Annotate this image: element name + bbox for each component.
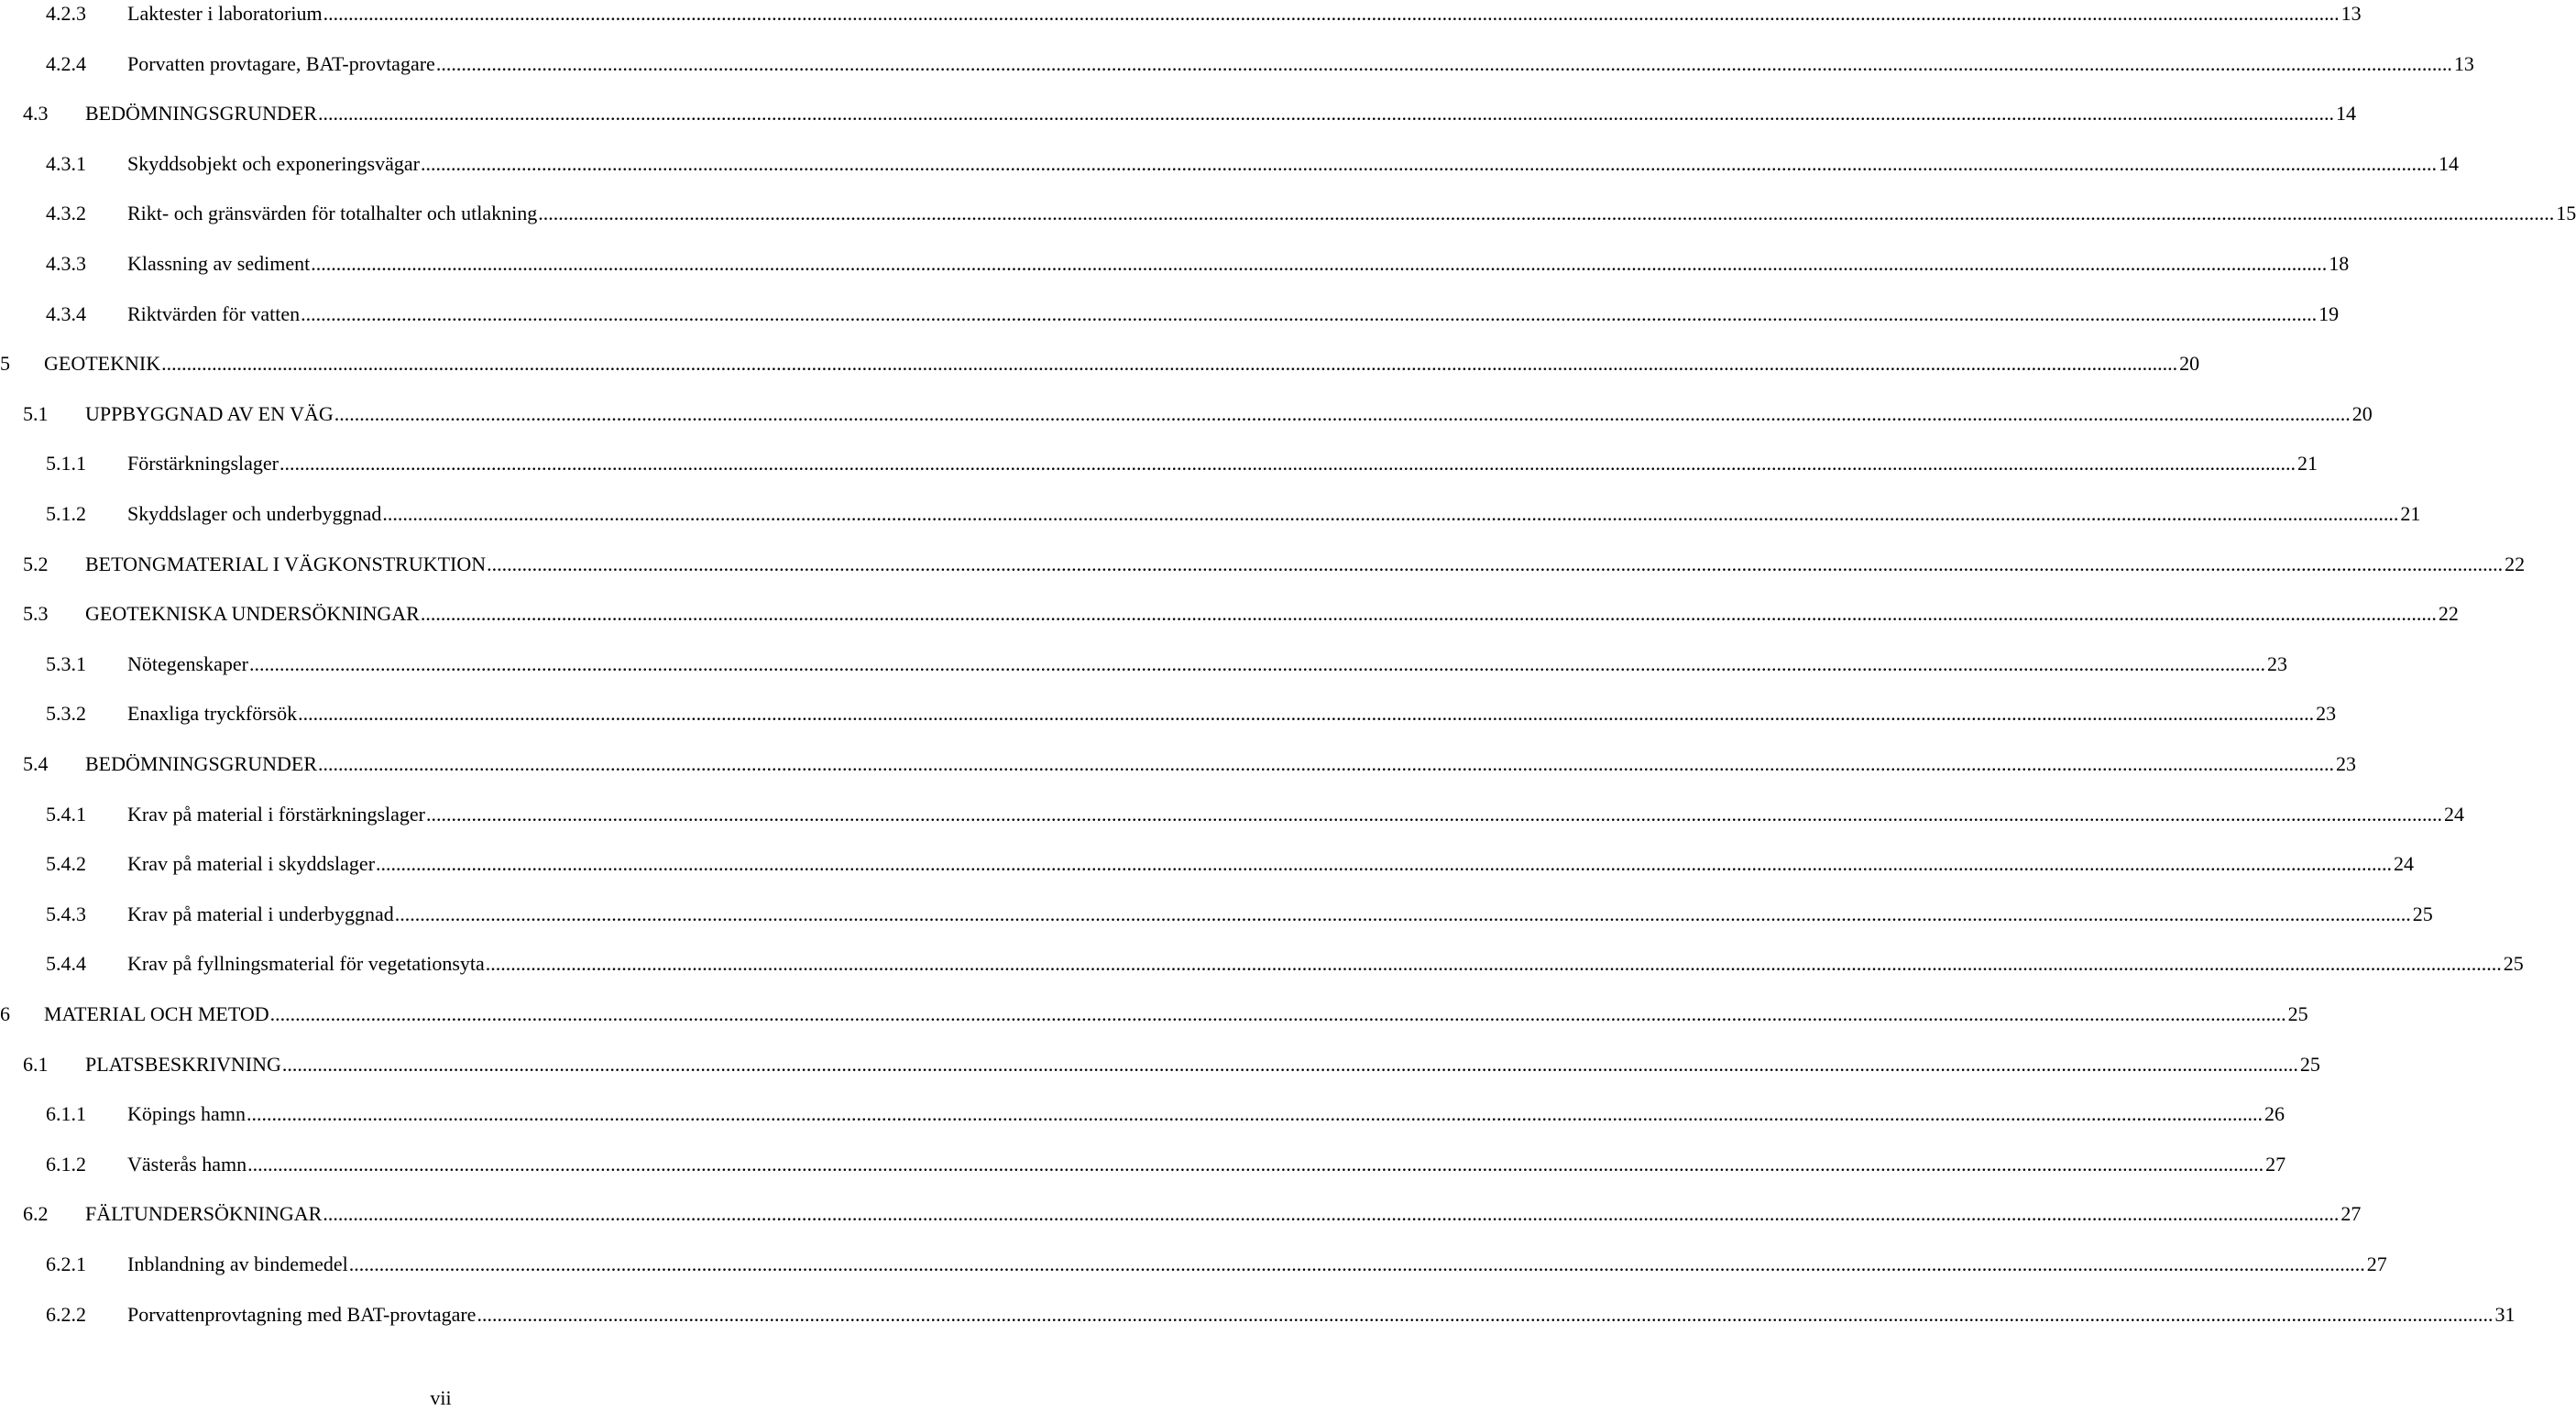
toc-entry-title: Krav på material i förstärkningslager (127, 802, 425, 826)
toc-entry[interactable] (0, 350, 2200, 377)
toc-entry-page: 14 (2336, 102, 2357, 126)
toc-entry-title: BEDÖMNINGSGRUNDER (85, 752, 318, 775)
toc-entry-page: 25 (2299, 1052, 2320, 1076)
toc-dot-leader: ................................................................................................................................................................................................................................................................................................................................................................................................................ (420, 151, 2437, 175)
toc-entry-title: GEOTEKNISKA UNDERSÖKNINGAR (85, 602, 420, 626)
toc-entry-title: Riktvärden för vatten (127, 301, 301, 325)
toc-entry-number: 4.2.3 (46, 2, 86, 25)
toc-entry-number: 4.3.1 (46, 151, 86, 175)
toc-entry[interactable] (0, 801, 2464, 828)
toc-entry-page: 27 (2265, 1152, 2286, 1176)
toc-entry-title: Klassning av sediment (127, 252, 311, 275)
toc-entry-number: 5.3 (23, 602, 49, 626)
toc-entry-page: 19 (2318, 301, 2340, 325)
toc-entry-title: Porvatten provtagare, BAT-provtagare (127, 51, 435, 75)
toc-entry[interactable] (0, 250, 2350, 278)
toc-entry[interactable] (0, 651, 2287, 678)
toc-dot-leader: ................................................................................................................................................................................................................................................................................................................................................................................................................ (334, 401, 2351, 425)
toc-entry[interactable] (0, 1151, 2286, 1178)
toc-entry-title: Förstärkningslager (127, 452, 279, 476)
toc-entry-number: 6.2.1 (46, 1252, 86, 1275)
toc-entry-page: 21 (2296, 452, 2318, 476)
toc-entry-title: Skyddslager och underbyggnad (127, 502, 382, 525)
toc-entry-number: 5.4.1 (46, 802, 86, 826)
toc-entry-title: UPPBYGGNAD AV EN VÄG (85, 401, 334, 425)
toc-entry-title: BETONGMATERIAL I VÄGKONSTRUKTION (85, 552, 487, 575)
toc-entry-title: FÄLTUNDERSÖKNINGAR (85, 1202, 323, 1226)
toc-entry[interactable] (0, 0, 2362, 27)
toc-entry[interactable] (0, 500, 2421, 528)
toc-entry-page: 22 (2505, 552, 2526, 575)
toc-entry-page: 20 (2351, 401, 2373, 425)
toc-entry-number: 5.3.2 (46, 702, 86, 726)
toc-entry-number: 5.1.2 (46, 502, 86, 525)
toc-dot-leader: ................................................................................................................................................................................................................................................................................................................................................................................................................ (318, 102, 2335, 126)
toc-entry[interactable] (0, 200, 2576, 227)
toc-dot-leader: ................................................................................................................................................................................................................................................................................................................................................................................................................ (281, 1052, 2298, 1076)
toc-entry-number: 4.3.2 (46, 202, 86, 225)
toc-dot-leader: ................................................................................................................................................................................................................................................................................................................................................................................................................ (420, 602, 2437, 626)
toc-entry[interactable] (0, 100, 2357, 127)
toc-entry[interactable] (0, 600, 2459, 628)
toc-dot-leader: ................................................................................................................................................................................................................................................................................................................................................................................................................ (323, 1202, 2340, 1226)
toc-dot-leader: ................................................................................................................................................................................................................................................................................................................................................................................................................ (394, 902, 2411, 925)
toc-entry-title: Inblandning av bindemedel (127, 1252, 348, 1275)
toc-entry-title: GEOTEKNIK (44, 352, 161, 376)
toc-entry-title: Krav på material i underbyggnad (127, 902, 394, 925)
toc-dot-leader: ................................................................................................................................................................................................................................................................................................................................................................................................................ (301, 301, 2318, 325)
toc-entry-page: 21 (2400, 502, 2421, 525)
toc-entry-number: 5 (0, 352, 10, 376)
toc-entry-number: 6 (0, 1002, 10, 1025)
toc-dot-leader: ................................................................................................................................................................................................................................................................................................................................................................................................................ (477, 1302, 2494, 1326)
toc-dot-leader: ................................................................................................................................................................................................................................................................................................................................................................................................................ (538, 202, 2555, 225)
page-number-footer (0, 1385, 880, 1411)
toc-entry[interactable] (0, 1100, 2285, 1128)
toc-dot-leader: ................................................................................................................................................................................................................................................................................................................................................................................................................ (487, 552, 2504, 575)
toc-entry-number: 4.3.4 (46, 301, 86, 325)
toc-entry-number: 5.4.4 (46, 952, 86, 976)
toc-entry-number: 6.1.1 (46, 1102, 86, 1126)
toc-entry[interactable] (0, 50, 2474, 78)
toc-entry-number: 4.3 (23, 102, 49, 126)
toc-entry-title: Nötegenskaper (127, 651, 248, 675)
toc-entry-page: 23 (2336, 752, 2357, 775)
toc-entry-page: 25 (2503, 952, 2524, 976)
toc-entry-page: 31 (2494, 1302, 2516, 1326)
toc-entry-page: 20 (2179, 352, 2200, 376)
toc-entry-number: 5.2 (23, 552, 49, 575)
toc-dot-leader: ................................................................................................................................................................................................................................................................................................................................................................................................................ (161, 352, 2178, 376)
toc-entry-title: Rikt- och gränsvärden för totalhalter och utlakning (127, 202, 538, 225)
toc-entry-page: 27 (2340, 1202, 2362, 1226)
toc-entry-page: 15 (2556, 202, 2576, 225)
toc-dot-leader: ................................................................................................................................................................................................................................................................................................................................................................................................................ (376, 852, 2393, 876)
toc-entry[interactable] (0, 850, 2415, 878)
toc-dot-leader: ................................................................................................................................................................................................................................................................................................................................................................................................................ (348, 1252, 2365, 1275)
toc-entry-title: PLATSBESKRIVNING (85, 1052, 281, 1076)
toc-entry[interactable] (0, 1051, 2320, 1078)
toc-entry-title: Laktester i laboratorium (127, 2, 323, 25)
toc-entry-title: Krav på fyllningsmaterial för vegetationsyta (127, 952, 485, 976)
toc-entry[interactable] (0, 700, 2337, 727)
toc-entry[interactable] (0, 150, 2459, 178)
toc-entry-title: Köpings hamn (127, 1102, 246, 1126)
toc-entry-title: BEDÖMNINGSGRUNDER (85, 102, 318, 126)
toc-entry[interactable] (0, 950, 2524, 978)
toc-entry-page: 13 (2453, 51, 2474, 75)
toc-entry-number: 6.2 (23, 1202, 49, 1226)
toc-dot-leader: ................................................................................................................................................................................................................................................................................................................................................................................................................ (279, 452, 2296, 476)
toc-entry-page: 27 (2366, 1252, 2387, 1275)
toc-entry[interactable] (0, 901, 2433, 928)
toc-dot-leader: ................................................................................................................................................................................................................................................................................................................................................................................................................ (247, 1152, 2264, 1176)
toc-dot-leader: ................................................................................................................................................................................................................................................................................................................................................................................................................ (298, 702, 2315, 726)
toc-entry-page: 26 (2264, 1102, 2285, 1126)
toc-entry-page: 13 (2340, 2, 2362, 25)
toc-entry-page: 18 (2329, 252, 2350, 275)
toc-entry-page: 22 (2438, 602, 2459, 626)
toc-entry[interactable] (0, 450, 2318, 477)
toc-entry-number: 5.4.3 (46, 902, 86, 925)
toc-dot-leader: ................................................................................................................................................................................................................................................................................................................................................................................................................ (485, 952, 2502, 976)
toc-entry[interactable] (0, 1301, 2516, 1329)
toc-entry-page: 23 (2316, 702, 2337, 726)
toc-entry-number: 4.2.4 (46, 51, 86, 75)
toc-entry-number: 6.2.2 (46, 1302, 86, 1326)
toc-entry-title: Skyddsobjekt och exponeringsvägar (127, 151, 420, 175)
toc-entry-number: 6.1 (23, 1052, 49, 1076)
toc-dot-leader: ................................................................................................................................................................................................................................................................................................................................................................................................................ (323, 2, 2340, 25)
toc-entry-number: 5.1.1 (46, 452, 86, 476)
toc-entry-number: 5.4 (23, 752, 49, 775)
toc-entry-title: Västerås hamn (127, 1152, 247, 1176)
toc-entry-number: 5.4.2 (46, 852, 86, 876)
toc-dot-leader: ................................................................................................................................................................................................................................................................................................................................................................................................................ (382, 502, 2399, 525)
toc-entry-page: 23 (2266, 651, 2287, 675)
toc-entry-number: 5.1 (23, 401, 49, 425)
toc-entry-number: 5.3.1 (46, 651, 86, 675)
toc-entry-page: 25 (2412, 902, 2433, 925)
toc-dot-leader: ................................................................................................................................................................................................................................................................................................................................................................................................................ (425, 802, 2442, 826)
toc-dot-leader: ................................................................................................................................................................................................................................................................................................................................................................................................................ (318, 752, 2335, 775)
toc-entry-number: 6.1.2 (46, 1152, 86, 1176)
toc-entry[interactable] (0, 1200, 2362, 1228)
toc-entry-page: 14 (2438, 151, 2459, 175)
toc-dot-leader: ................................................................................................................................................................................................................................................................................................................................................................................................................ (269, 1002, 2286, 1025)
toc-entry[interactable] (0, 750, 2357, 778)
toc-entry[interactable] (0, 301, 2340, 328)
toc-entry[interactable] (0, 1251, 2387, 1278)
toc-dot-leader: ................................................................................................................................................................................................................................................................................................................................................................................................................ (248, 651, 2265, 675)
toc-entry-number: 4.3.3 (46, 252, 86, 275)
toc-entry-title: Enaxliga tryckförsök (127, 702, 298, 726)
toc-entry-page: 24 (2394, 852, 2415, 876)
toc-entry-title: MATERIAL OCH METOD (44, 1002, 269, 1025)
toc-entry[interactable] (0, 1001, 2308, 1028)
toc-dot-leader: ................................................................................................................................................................................................................................................................................................................................................................................................................ (246, 1102, 2263, 1126)
toc-dot-leader: ................................................................................................................................................................................................................................................................................................................................................................................................................ (311, 252, 2328, 275)
toc-entry-title: Krav på material i skyddslager (127, 852, 376, 876)
page-number: vii (430, 1386, 452, 1409)
toc-entry-page: 25 (2287, 1002, 2308, 1025)
toc-entry[interactable] (0, 400, 2373, 428)
toc-entry-title: Porvattenprovtagning med BAT-provtagare (127, 1302, 477, 1326)
toc-dot-leader: ................................................................................................................................................................................................................................................................................................................................................................................................................ (435, 51, 2452, 75)
toc-entry[interactable] (0, 551, 2526, 578)
toc-entry-page: 24 (2443, 802, 2464, 826)
